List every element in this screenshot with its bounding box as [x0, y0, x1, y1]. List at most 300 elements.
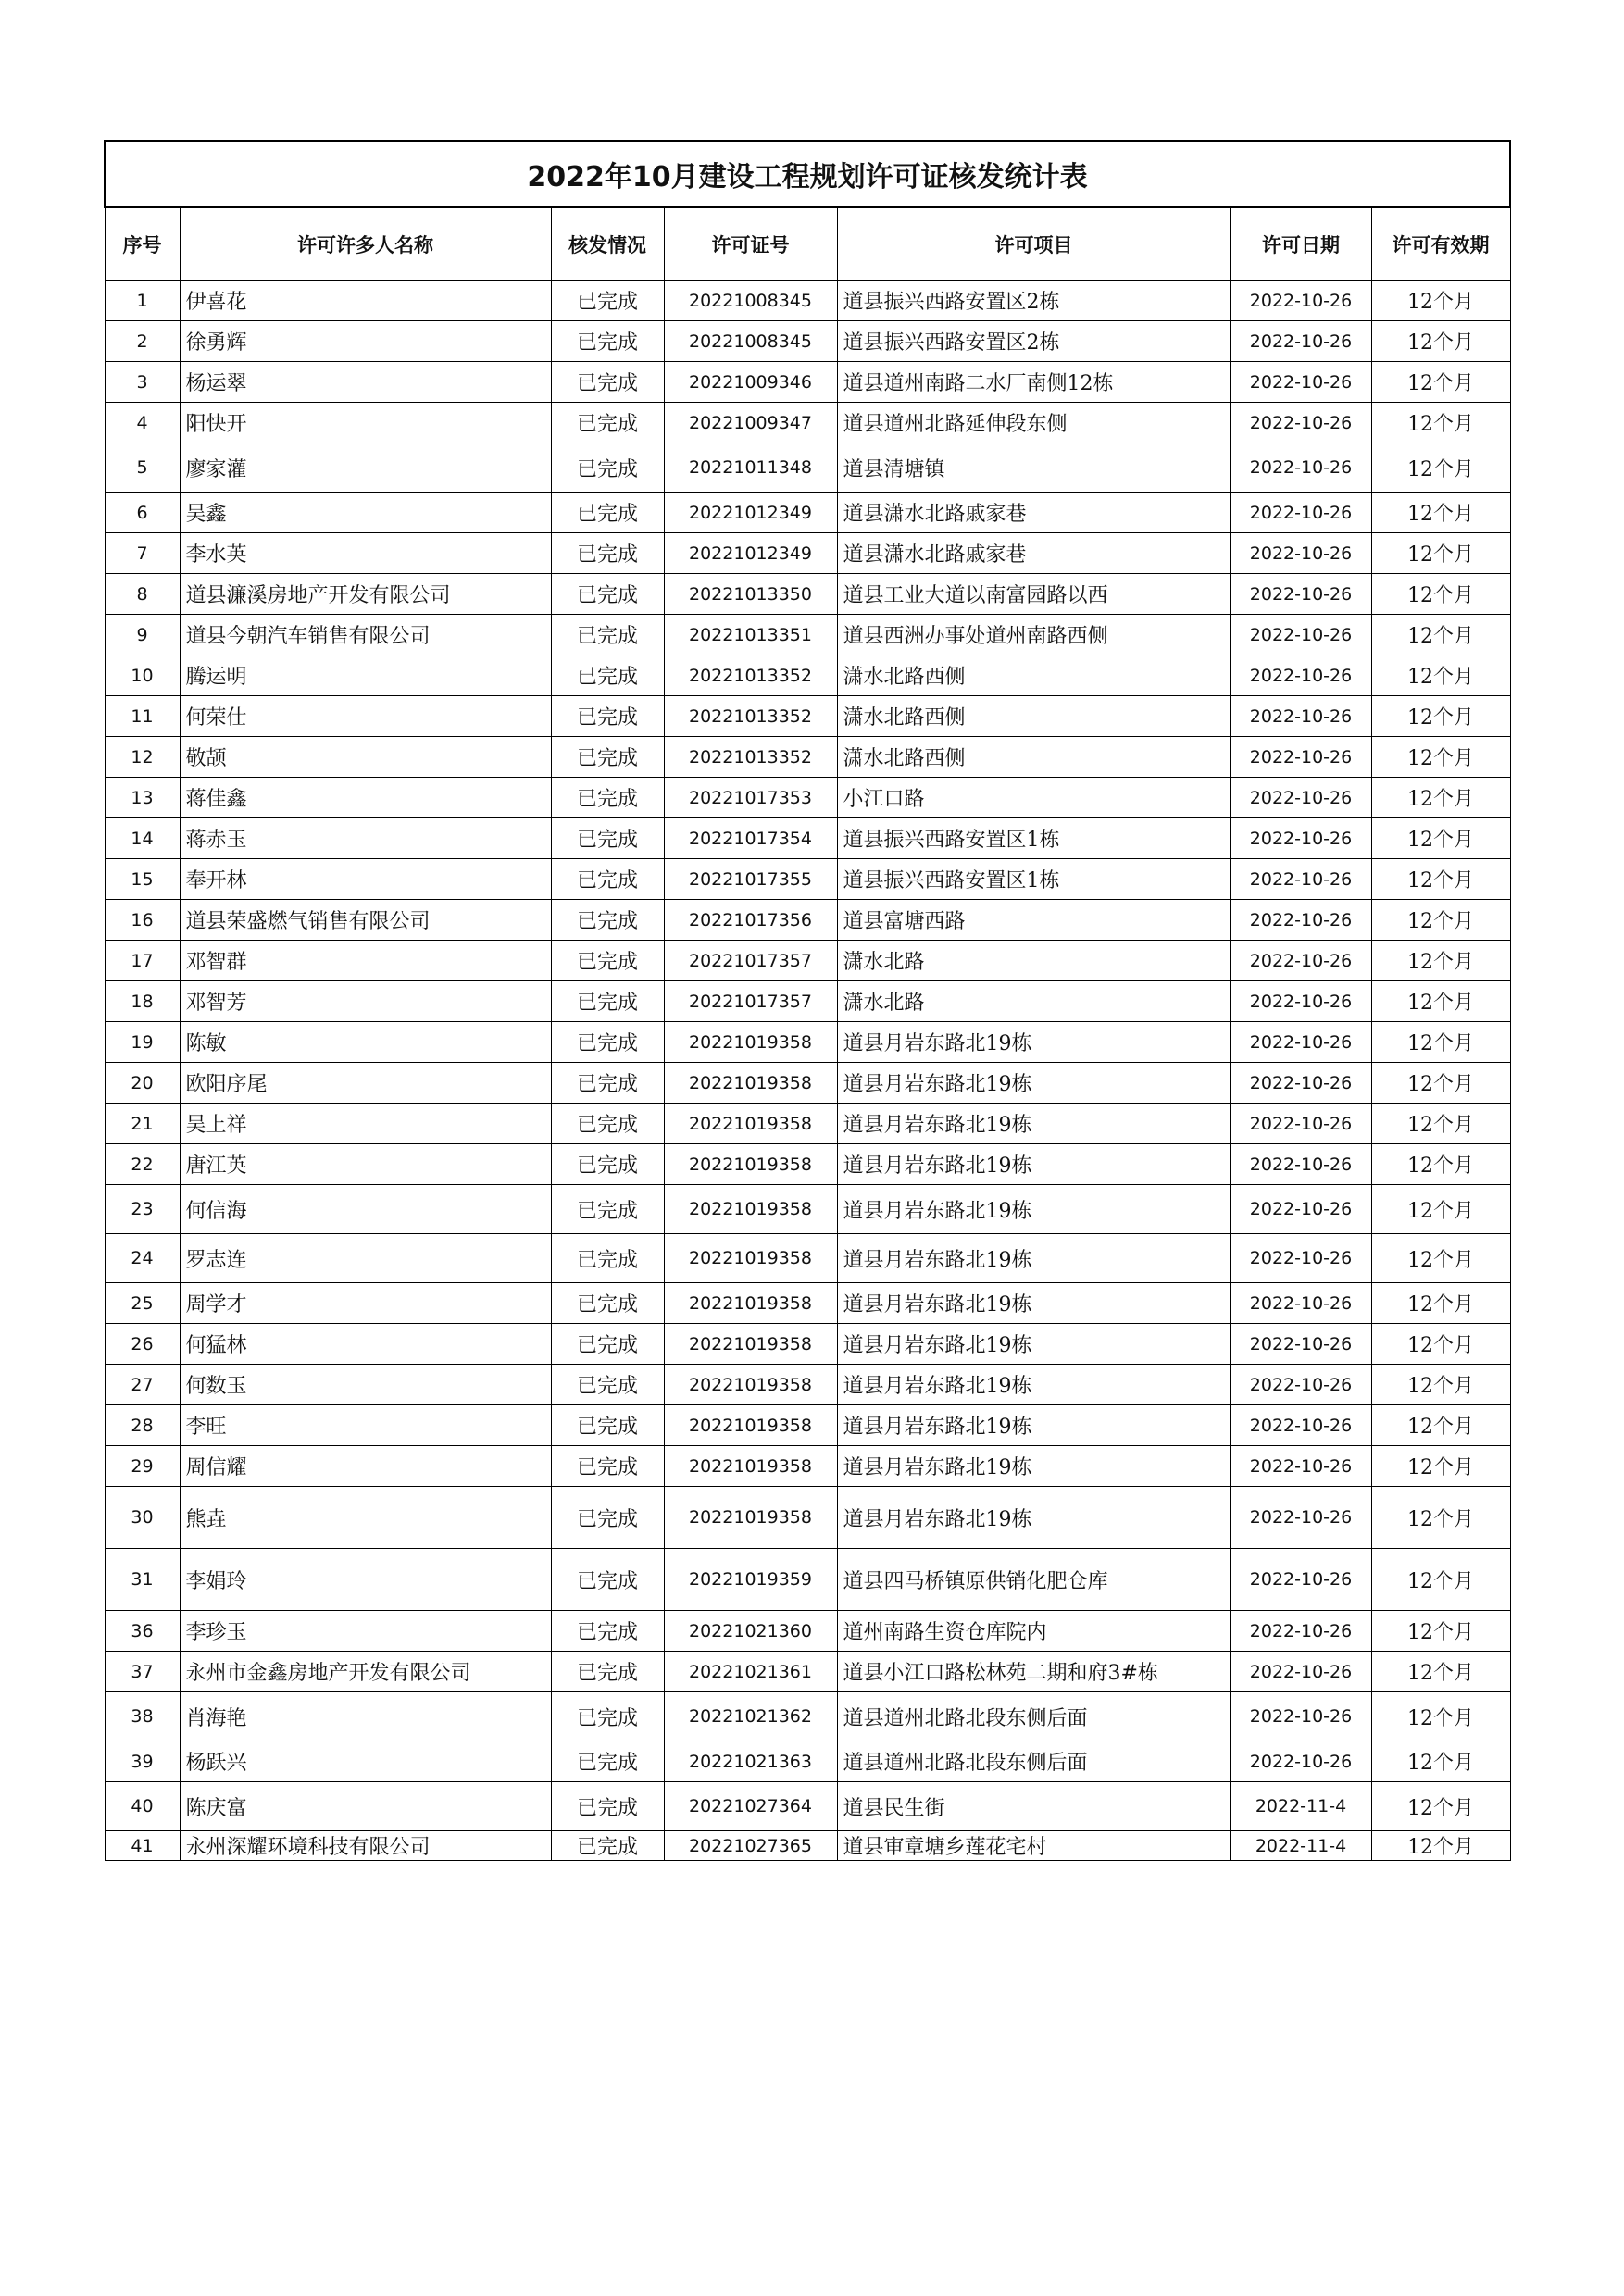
cell-date: 2022-10-26 [1230, 1405, 1371, 1446]
cell-project: 道县富塘西路 [837, 900, 1230, 941]
cell-project: 道县月岩东路北19栋 [837, 1283, 1230, 1324]
cell-licensee: 永州深耀环境科技有限公司 [180, 1831, 551, 1861]
cell-licensee: 陈敏 [180, 1022, 551, 1063]
cell-project: 道县月岩东路北19栋 [837, 1487, 1230, 1549]
cell-status: 已完成 [551, 1831, 664, 1861]
cell-project: 道县西洲办事处道州南路西侧 [837, 615, 1230, 655]
cell-date: 2022-10-26 [1230, 1063, 1371, 1104]
cell-date: 2022-10-26 [1230, 1144, 1371, 1185]
cell-seq: 28 [105, 1405, 180, 1446]
cell-permit-no: 20221021363 [664, 1741, 837, 1782]
cell-date: 2022-10-26 [1230, 574, 1371, 615]
cell-licensee: 李水英 [180, 533, 551, 574]
cell-validity: 12个月 [1371, 1741, 1510, 1782]
cell-project: 道州南路生资仓库院内 [837, 1611, 1230, 1652]
cell-validity: 12个月 [1371, 1487, 1510, 1549]
cell-status: 已完成 [551, 443, 664, 493]
cell-date: 2022-10-26 [1230, 1487, 1371, 1549]
cell-date: 2022-10-26 [1230, 1549, 1371, 1611]
cell-permit-no: 20221019358 [664, 1446, 837, 1487]
cell-project: 道县月岩东路北19栋 [837, 1405, 1230, 1446]
table-row [105, 1405, 1510, 1446]
cell-date: 2022-10-26 [1230, 941, 1371, 981]
header-project: 许可项目 [837, 207, 1230, 281]
header-status: 核发情况 [551, 207, 664, 281]
cell-licensee: 陈庆富 [180, 1782, 551, 1831]
cell-seq: 26 [105, 1324, 180, 1365]
cell-project: 道县月岩东路北19栋 [837, 1063, 1230, 1104]
cell-date: 2022-10-26 [1230, 1741, 1371, 1782]
cell-project: 道县振兴西路安置区1栋 [837, 859, 1230, 900]
cell-validity: 12个月 [1371, 1104, 1510, 1144]
cell-seq: 10 [105, 655, 180, 696]
cell-status: 已完成 [551, 574, 664, 615]
cell-permit-no: 20221012349 [664, 533, 837, 574]
cell-permit-no: 20221019358 [664, 1022, 837, 1063]
permit-statistics-sheet [104, 140, 1509, 1861]
cell-status: 已完成 [551, 1549, 664, 1611]
cell-seq: 16 [105, 900, 180, 941]
table-row [105, 362, 1510, 403]
table-row [105, 1365, 1510, 1405]
cell-licensee: 蒋佳鑫 [180, 778, 551, 818]
cell-project: 道县审章塘乡莲花宅村 [837, 1831, 1230, 1861]
cell-status: 已完成 [551, 1692, 664, 1741]
cell-project: 道县月岩东路北19栋 [837, 1324, 1230, 1365]
cell-permit-no: 20221017354 [664, 818, 837, 859]
cell-project: 道县道州北路延伸段东侧 [837, 403, 1230, 443]
cell-licensee: 徐勇辉 [180, 321, 551, 362]
table-row [105, 615, 1510, 655]
table-row [105, 1611, 1510, 1652]
cell-licensee: 何猛林 [180, 1324, 551, 1365]
cell-date: 2022-10-26 [1230, 696, 1371, 737]
cell-licensee: 道县今朝汽车销售有限公司 [180, 615, 551, 655]
cell-date: 2022-10-26 [1230, 281, 1371, 321]
cell-permit-no: 20221027365 [664, 1831, 837, 1861]
cell-project: 潇水北路 [837, 981, 1230, 1022]
cell-date: 2022-10-26 [1230, 443, 1371, 493]
table-row [105, 655, 1510, 696]
cell-permit-no: 20221019358 [664, 1405, 837, 1446]
cell-date: 2022-10-26 [1230, 493, 1371, 533]
cell-date: 2022-10-26 [1230, 1692, 1371, 1741]
cell-project: 道县潇水北路戚家巷 [837, 533, 1230, 574]
cell-validity: 12个月 [1371, 818, 1510, 859]
table-row [105, 574, 1510, 615]
cell-validity: 12个月 [1371, 493, 1510, 533]
cell-validity: 12个月 [1371, 281, 1510, 321]
cell-permit-no: 20221012349 [664, 493, 837, 533]
cell-date: 2022-11-4 [1230, 1782, 1371, 1831]
cell-permit-no: 20221013352 [664, 655, 837, 696]
cell-seq: 27 [105, 1365, 180, 1405]
cell-seq: 18 [105, 981, 180, 1022]
cell-validity: 12个月 [1371, 533, 1510, 574]
cell-permit-no: 20221017356 [664, 900, 837, 941]
cell-permit-no: 20221019358 [664, 1185, 837, 1234]
cell-seq: 29 [105, 1446, 180, 1487]
cell-licensee: 道县荣盛燃气销售有限公司 [180, 900, 551, 941]
cell-seq: 11 [105, 696, 180, 737]
cell-licensee: 周信耀 [180, 1446, 551, 1487]
cell-project: 道县月岩东路北19栋 [837, 1446, 1230, 1487]
cell-permit-no: 20221009346 [664, 362, 837, 403]
cell-permit-no: 20221019358 [664, 1365, 837, 1405]
table-row [105, 1446, 1510, 1487]
cell-status: 已完成 [551, 615, 664, 655]
cell-date: 2022-10-26 [1230, 615, 1371, 655]
cell-permit-no: 20221019358 [664, 1283, 837, 1324]
cell-permit-no: 20221009347 [664, 403, 837, 443]
table-row [105, 321, 1510, 362]
cell-permit-no: 20221017355 [664, 859, 837, 900]
cell-licensee: 阳快开 [180, 403, 551, 443]
cell-seq: 19 [105, 1022, 180, 1063]
cell-seq: 9 [105, 615, 180, 655]
cell-seq: 3 [105, 362, 180, 403]
table-row [105, 1185, 1510, 1234]
cell-validity: 12个月 [1371, 859, 1510, 900]
cell-status: 已完成 [551, 1022, 664, 1063]
cell-licensee: 唐江英 [180, 1144, 551, 1185]
cell-date: 2022-10-26 [1230, 1365, 1371, 1405]
cell-date: 2022-11-4 [1230, 1831, 1371, 1861]
cell-seq: 13 [105, 778, 180, 818]
cell-status: 已完成 [551, 941, 664, 981]
cell-licensee: 肖海艳 [180, 1692, 551, 1741]
table-row [105, 1144, 1510, 1185]
cell-seq: 1 [105, 281, 180, 321]
cell-permit-no: 20221019358 [664, 1104, 837, 1144]
cell-permit-no: 20221008345 [664, 281, 837, 321]
cell-date: 2022-10-26 [1230, 1104, 1371, 1144]
cell-validity: 12个月 [1371, 981, 1510, 1022]
cell-permit-no: 20221019358 [664, 1144, 837, 1185]
cell-seq: 21 [105, 1104, 180, 1144]
cell-seq: 30 [105, 1487, 180, 1549]
header-validity: 许可有效期 [1371, 207, 1510, 281]
cell-seq: 7 [105, 533, 180, 574]
cell-validity: 12个月 [1371, 696, 1510, 737]
cell-seq: 24 [105, 1234, 180, 1283]
cell-project: 道县月岩东路北19栋 [837, 1365, 1230, 1405]
cell-date: 2022-10-26 [1230, 778, 1371, 818]
cell-status: 已完成 [551, 1741, 664, 1782]
cell-licensee: 李珍玉 [180, 1611, 551, 1652]
table-row [105, 533, 1510, 574]
table-row [105, 1022, 1510, 1063]
cell-status: 已完成 [551, 900, 664, 941]
cell-licensee: 邓智群 [180, 941, 551, 981]
cell-seq: 41 [105, 1831, 180, 1861]
cell-licensee: 罗志连 [180, 1234, 551, 1283]
cell-licensee: 杨跃兴 [180, 1741, 551, 1782]
cell-project: 道县月岩东路北19栋 [837, 1144, 1230, 1185]
cell-permit-no: 20221019359 [664, 1549, 837, 1611]
table-row [105, 737, 1510, 778]
cell-status: 已完成 [551, 1405, 664, 1446]
cell-date: 2022-10-26 [1230, 1652, 1371, 1692]
cell-seq: 31 [105, 1549, 180, 1611]
cell-validity: 12个月 [1371, 1782, 1510, 1831]
cell-seq: 20 [105, 1063, 180, 1104]
cell-validity: 12个月 [1371, 941, 1510, 981]
cell-project: 潇水北路 [837, 941, 1230, 981]
cell-permit-no: 20221008345 [664, 321, 837, 362]
cell-seq: 37 [105, 1652, 180, 1692]
cell-validity: 12个月 [1371, 1831, 1510, 1861]
cell-project: 道县四马桥镇原供销化肥仓库 [837, 1549, 1230, 1611]
table-row [105, 981, 1510, 1022]
cell-status: 已完成 [551, 737, 664, 778]
cell-seq: 36 [105, 1611, 180, 1652]
cell-seq: 38 [105, 1692, 180, 1741]
cell-validity: 12个月 [1371, 1324, 1510, 1365]
cell-permit-no: 20221017357 [664, 981, 837, 1022]
cell-licensee: 吴上祥 [180, 1104, 551, 1144]
cell-project: 道县月岩东路北19栋 [837, 1022, 1230, 1063]
cell-seq: 2 [105, 321, 180, 362]
cell-licensee: 敬颉 [180, 737, 551, 778]
cell-project: 道县振兴西路安置区2栋 [837, 321, 1230, 362]
cell-project: 道县小江口路松林苑二期和府3#栋 [837, 1652, 1230, 1692]
cell-status: 已完成 [551, 533, 664, 574]
cell-seq: 12 [105, 737, 180, 778]
cell-seq: 22 [105, 1144, 180, 1185]
cell-status: 已完成 [551, 1365, 664, 1405]
cell-licensee: 永州市金鑫房地产开发有限公司 [180, 1652, 551, 1692]
cell-licensee: 蒋赤玉 [180, 818, 551, 859]
cell-status: 已完成 [551, 778, 664, 818]
table-row [105, 778, 1510, 818]
cell-validity: 12个月 [1371, 1234, 1510, 1283]
cell-licensee: 何荣仕 [180, 696, 551, 737]
cell-licensee: 腾运明 [180, 655, 551, 696]
cell-status: 已完成 [551, 403, 664, 443]
header-row [105, 207, 1510, 281]
cell-permit-no: 20221013351 [664, 615, 837, 655]
table-row [105, 1234, 1510, 1283]
cell-licensee: 李娟玲 [180, 1549, 551, 1611]
cell-status: 已完成 [551, 493, 664, 533]
cell-project: 道县清塘镇 [837, 443, 1230, 493]
table-row [105, 443, 1510, 493]
cell-seq: 15 [105, 859, 180, 900]
cell-project: 道县振兴西路安置区2栋 [837, 281, 1230, 321]
table-row [105, 1741, 1510, 1782]
cell-validity: 12个月 [1371, 1692, 1510, 1741]
cell-permit-no: 20221011348 [664, 443, 837, 493]
cell-licensee: 何数玉 [180, 1365, 551, 1405]
cell-status: 已完成 [551, 1446, 664, 1487]
cell-status: 已完成 [551, 1324, 664, 1365]
cell-project: 道县月岩东路北19栋 [837, 1185, 1230, 1234]
cell-date: 2022-10-26 [1230, 1611, 1371, 1652]
cell-seq: 39 [105, 1741, 180, 1782]
cell-project: 道县道州北路北段东侧后面 [837, 1692, 1230, 1741]
cell-licensee: 欧阳序尾 [180, 1063, 551, 1104]
cell-permit-no: 20221017353 [664, 778, 837, 818]
table-row [105, 1487, 1510, 1549]
cell-permit-no: 20221013352 [664, 737, 837, 778]
cell-date: 2022-10-26 [1230, 1234, 1371, 1283]
cell-project: 道县潇水北路戚家巷 [837, 493, 1230, 533]
cell-status: 已完成 [551, 1234, 664, 1283]
cell-validity: 12个月 [1371, 1652, 1510, 1692]
cell-validity: 12个月 [1371, 1185, 1510, 1234]
cell-licensee: 杨运翠 [180, 362, 551, 403]
cell-status: 已完成 [551, 1185, 664, 1234]
cell-seq: 23 [105, 1185, 180, 1234]
cell-validity: 12个月 [1371, 737, 1510, 778]
cell-seq: 6 [105, 493, 180, 533]
cell-status: 已完成 [551, 1611, 664, 1652]
cell-validity: 12个月 [1371, 574, 1510, 615]
header-date: 许可日期 [1230, 207, 1371, 281]
table-row [105, 1782, 1510, 1831]
cell-project: 道县民生街 [837, 1782, 1230, 1831]
cell-status: 已完成 [551, 981, 664, 1022]
cell-date: 2022-10-26 [1230, 321, 1371, 362]
cell-seq: 25 [105, 1283, 180, 1324]
table-row [105, 696, 1510, 737]
cell-status: 已完成 [551, 1063, 664, 1104]
cell-date: 2022-10-26 [1230, 1324, 1371, 1365]
cell-validity: 12个月 [1371, 1405, 1510, 1446]
cell-status: 已完成 [551, 281, 664, 321]
table-row [105, 941, 1510, 981]
cell-status: 已完成 [551, 696, 664, 737]
table-row [105, 493, 1510, 533]
cell-project: 潇水北路西侧 [837, 655, 1230, 696]
cell-date: 2022-10-26 [1230, 403, 1371, 443]
cell-licensee: 周学才 [180, 1283, 551, 1324]
cell-licensee: 廖家灌 [180, 443, 551, 493]
cell-seq: 40 [105, 1782, 180, 1831]
cell-validity: 12个月 [1371, 362, 1510, 403]
cell-permit-no: 20221021360 [664, 1611, 837, 1652]
cell-permit-no: 20221019358 [664, 1324, 837, 1365]
cell-date: 2022-10-26 [1230, 1022, 1371, 1063]
cell-validity: 12个月 [1371, 1446, 1510, 1487]
cell-status: 已完成 [551, 1144, 664, 1185]
cell-licensee: 李旺 [180, 1405, 551, 1446]
permit-table [104, 140, 1511, 1861]
header-permit-no: 许可证号 [664, 207, 837, 281]
cell-seq: 5 [105, 443, 180, 493]
cell-project: 道县月岩东路北19栋 [837, 1234, 1230, 1283]
cell-date: 2022-10-26 [1230, 362, 1371, 403]
cell-project: 道县道州北路北段东侧后面 [837, 1741, 1230, 1782]
cell-project: 道县月岩东路北19栋 [837, 1104, 1230, 1144]
table-title: 2022年10月建设工程规划许可证核发统计表 [105, 141, 1510, 207]
cell-date: 2022-10-26 [1230, 1446, 1371, 1487]
cell-date: 2022-10-26 [1230, 981, 1371, 1022]
table-row [105, 1831, 1510, 1861]
cell-validity: 12个月 [1371, 1144, 1510, 1185]
table-row [105, 281, 1510, 321]
table-row [105, 1652, 1510, 1692]
cell-project: 道县道州南路二水厂南侧12栋 [837, 362, 1230, 403]
cell-seq: 14 [105, 818, 180, 859]
cell-date: 2022-10-26 [1230, 1283, 1371, 1324]
table-row [105, 859, 1510, 900]
table-row [105, 1692, 1510, 1741]
cell-licensee: 吴鑫 [180, 493, 551, 533]
cell-status: 已完成 [551, 1652, 664, 1692]
cell-seq: 4 [105, 403, 180, 443]
cell-licensee: 何信海 [180, 1185, 551, 1234]
cell-date: 2022-10-26 [1230, 533, 1371, 574]
table-body [105, 281, 1510, 1861]
table-row [105, 900, 1510, 941]
cell-project: 潇水北路西侧 [837, 737, 1230, 778]
cell-project: 道县工业大道以南富园路以西 [837, 574, 1230, 615]
cell-status: 已完成 [551, 1487, 664, 1549]
table-row [105, 1283, 1510, 1324]
cell-validity: 12个月 [1371, 1283, 1510, 1324]
cell-seq: 8 [105, 574, 180, 615]
cell-date: 2022-10-26 [1230, 818, 1371, 859]
cell-seq: 17 [105, 941, 180, 981]
cell-status: 已完成 [551, 1283, 664, 1324]
cell-validity: 12个月 [1371, 443, 1510, 493]
table-row [105, 1104, 1510, 1144]
cell-validity: 12个月 [1371, 615, 1510, 655]
cell-licensee: 邓智芳 [180, 981, 551, 1022]
table-row [105, 403, 1510, 443]
cell-status: 已完成 [551, 859, 664, 900]
cell-status: 已完成 [551, 1782, 664, 1831]
header-licensee: 许可许多人名称 [180, 207, 551, 281]
table-row [105, 1549, 1510, 1611]
cell-date: 2022-10-26 [1230, 737, 1371, 778]
cell-permit-no: 20221021361 [664, 1652, 837, 1692]
cell-licensee: 伊喜花 [180, 281, 551, 321]
cell-validity: 12个月 [1371, 1063, 1510, 1104]
cell-project: 道县振兴西路安置区1栋 [837, 818, 1230, 859]
cell-permit-no: 20221021362 [664, 1692, 837, 1741]
cell-licensee: 道县濂溪房地产开发有限公司 [180, 574, 551, 615]
cell-permit-no: 20221019358 [664, 1234, 837, 1283]
cell-validity: 12个月 [1371, 900, 1510, 941]
cell-status: 已完成 [551, 362, 664, 403]
cell-status: 已完成 [551, 655, 664, 696]
cell-validity: 12个月 [1371, 1611, 1510, 1652]
cell-date: 2022-10-26 [1230, 859, 1371, 900]
cell-permit-no: 20221013352 [664, 696, 837, 737]
cell-validity: 12个月 [1371, 1549, 1510, 1611]
cell-date: 2022-10-26 [1230, 655, 1371, 696]
cell-licensee: 熊垚 [180, 1487, 551, 1549]
cell-permit-no: 20221019358 [664, 1063, 837, 1104]
cell-status: 已完成 [551, 321, 664, 362]
cell-project: 小江口路 [837, 778, 1230, 818]
cell-permit-no: 20221017357 [664, 941, 837, 981]
header-seq: 序号 [105, 207, 180, 281]
cell-validity: 12个月 [1371, 1022, 1510, 1063]
cell-licensee: 奉开林 [180, 859, 551, 900]
table-row [105, 1324, 1510, 1365]
cell-validity: 12个月 [1371, 778, 1510, 818]
cell-date: 2022-10-26 [1230, 900, 1371, 941]
cell-validity: 12个月 [1371, 403, 1510, 443]
cell-permit-no: 20221027364 [664, 1782, 837, 1831]
cell-project: 潇水北路西侧 [837, 696, 1230, 737]
cell-validity: 12个月 [1371, 321, 1510, 362]
cell-permit-no: 20221013350 [664, 574, 837, 615]
